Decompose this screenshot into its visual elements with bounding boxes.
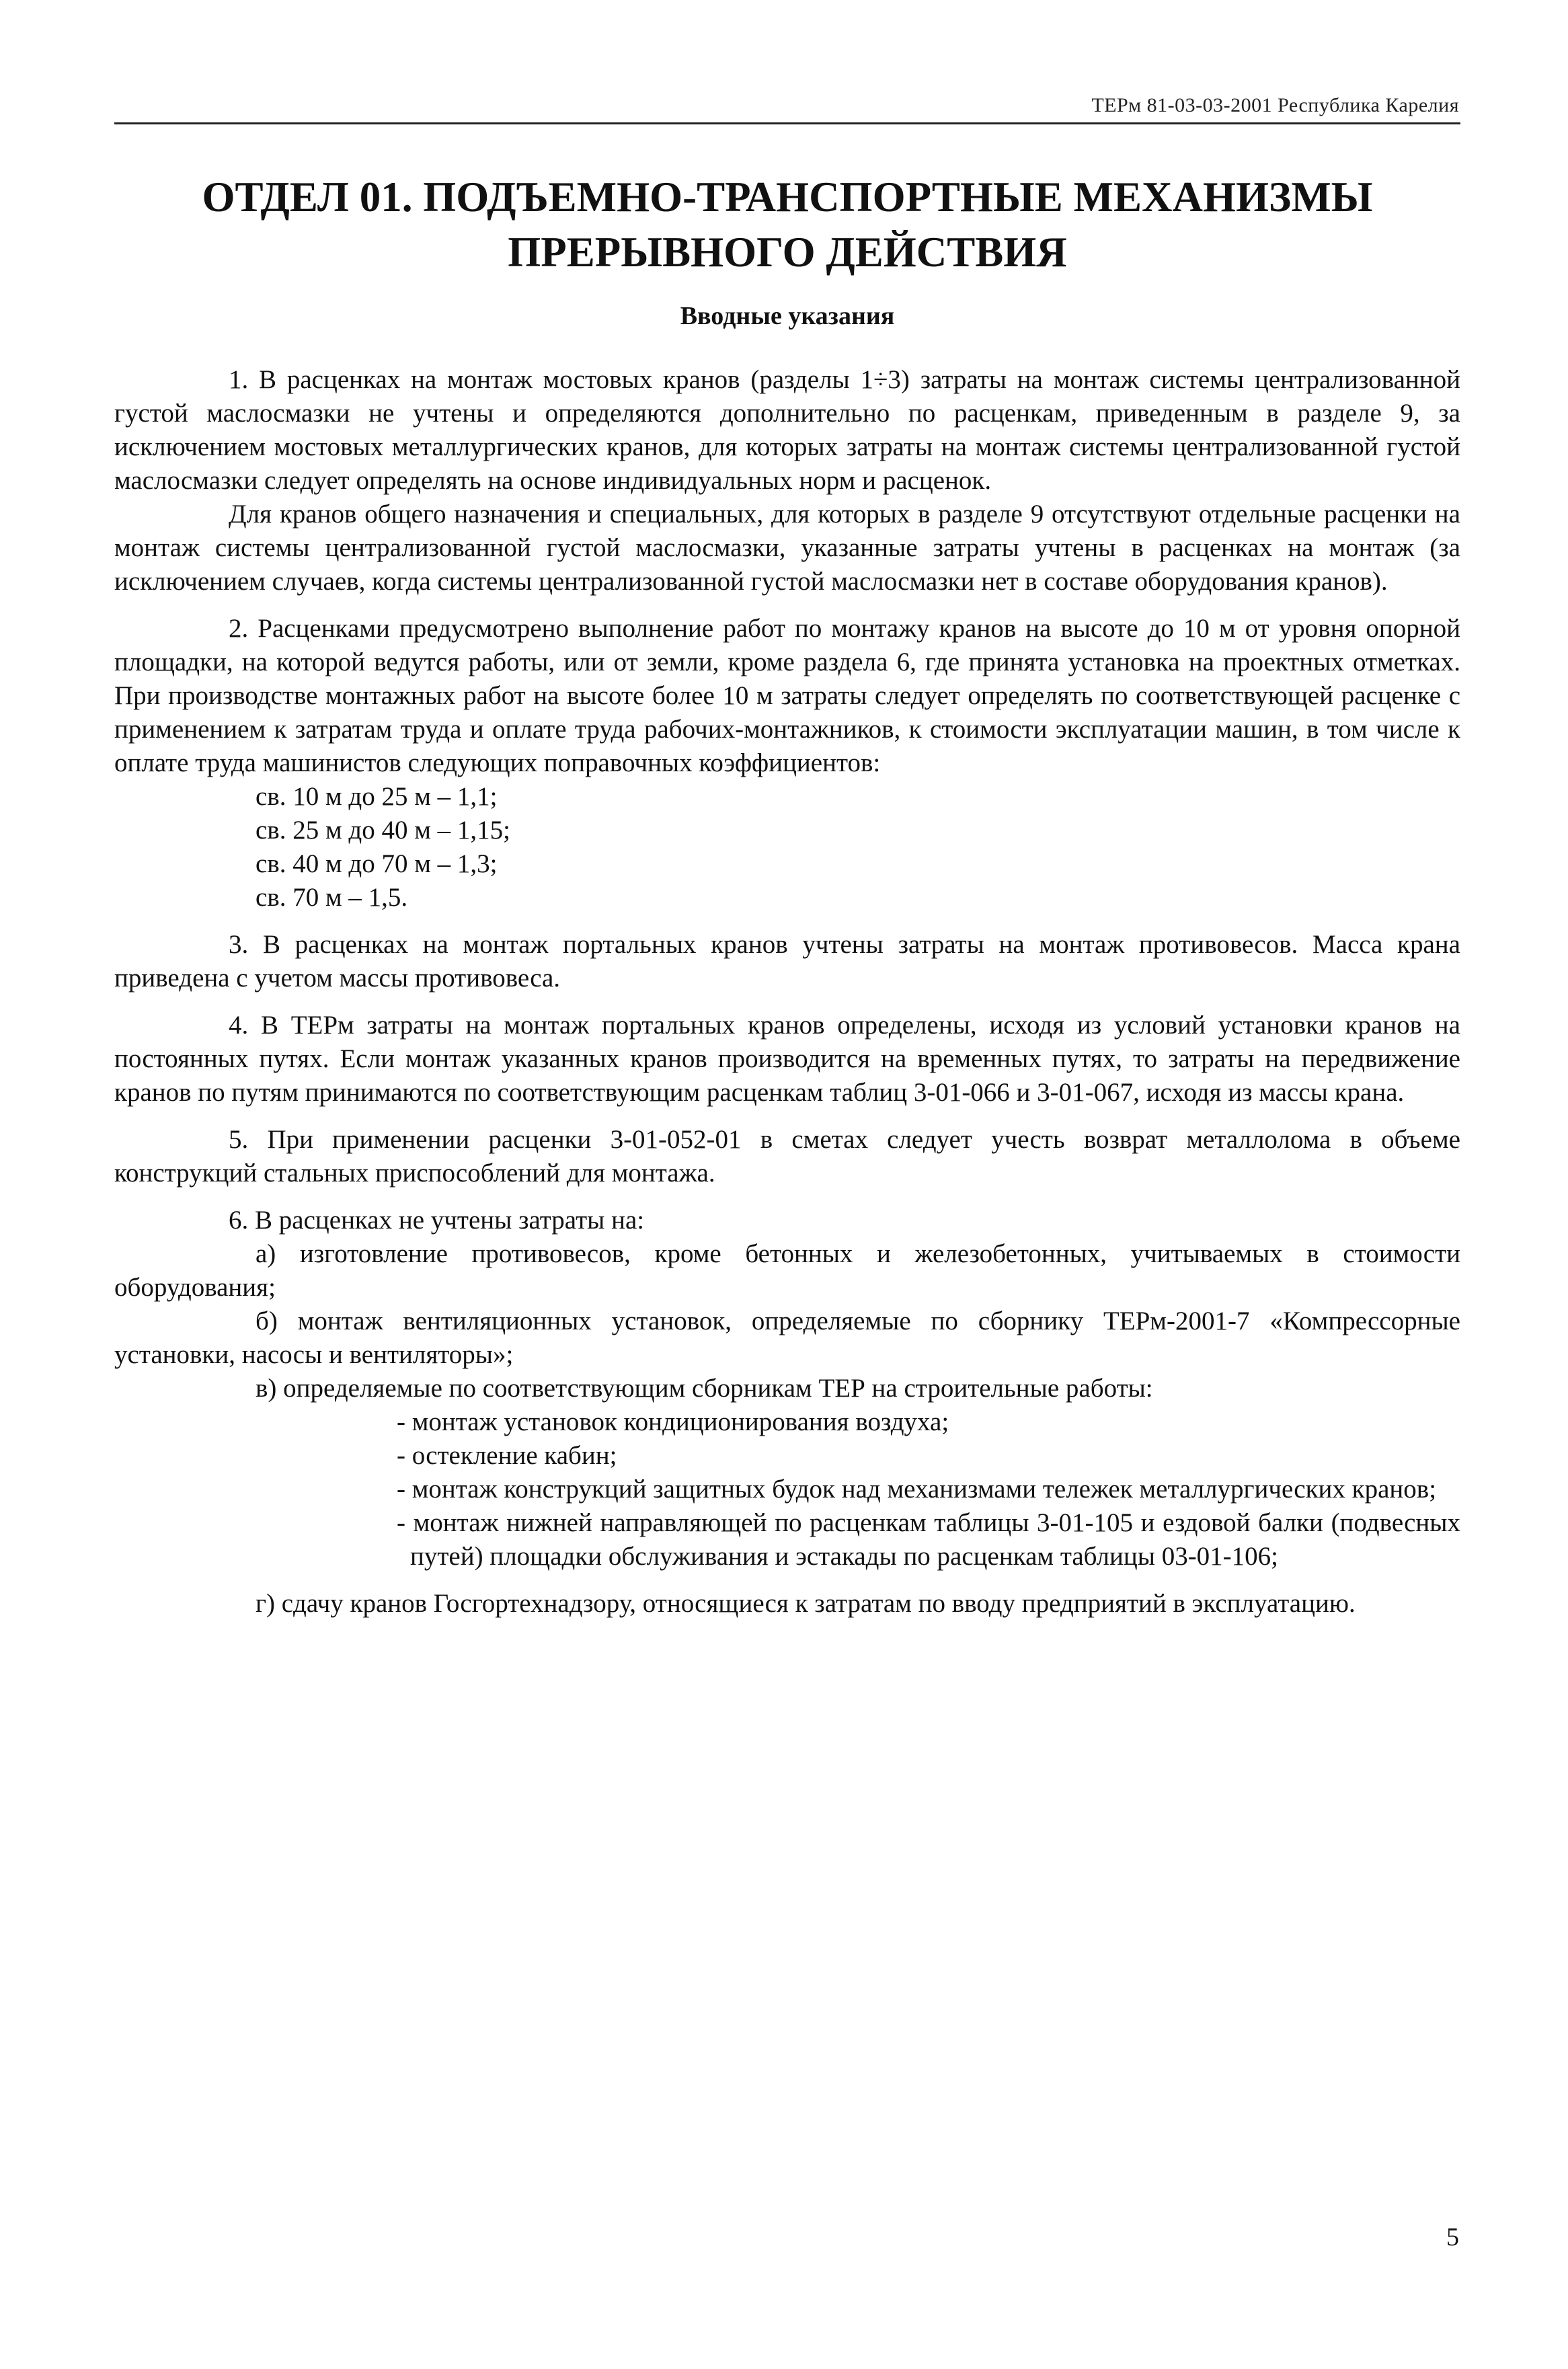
running-header: ТЕРм 81-03-03-2001 Республика Карелия — [1091, 94, 1459, 116]
paragraph-6a: а) изготовление противовесов, кроме бетонных и железобетонных, учитываемых в стоимости оборудования; — [114, 1239, 1460, 1302]
paragraph-6c: в) определяемые по соответствующим сборникам ТЕР на строительные работы: — [256, 1374, 1153, 1403]
paragraph-3: 3. В расценках на монтаж портальных кранов учтены затраты на монтаж противовесов. Масса крана приведена с учетом массы противовеса. — [114, 930, 1460, 993]
paragraph-1b: Для кранов общего назначения и специальных, для которых в разделе 9 отсутствуют отдельные расценки на монтаж системы централизованной густой маслосмазки, указанные затраты учтены в расценках на монтаж (за исключением случаев, когда системы централизованной густой маслосмазки нет в составе оборудования кранов). — [114, 500, 1460, 596]
paragraph-6c-item: - монтаж установок кондиционирования воздуха; — [397, 1407, 949, 1436]
page-number: 5 — [1446, 2223, 1459, 2251]
section-title-line-2: ПРЕРЫВНОГО ДЕЙСТВИЯ — [508, 229, 1067, 276]
paragraph-1: 1. В расценках на монтаж мостовых кранов (разделы 1÷3) затраты на монтаж системы централизованной густой маслосмазки не учтены и определяются дополнительно по расценкам, приведенным в разделе 9, за исключением мостовых металлургических кранов, для которых затраты на монтаж системы централизованной густой маслосмазки следует определять на основе индивидуальных норм и расценок. — [114, 365, 1460, 495]
header-rule — [114, 122, 1460, 124]
paragraph-6b: б) монтаж вентиляционных установок, определяемые по сборнику ТЕРм-2001-7 «Компрессорные установки, насосы и вентиляторы»; — [114, 1307, 1460, 1369]
paragraph-6d: г) сдачу кранов Госгортехнадзору, относящиеся к затратам по вводу предприятий в эксплуатацию. — [256, 1589, 1356, 1618]
coefficient-item: св. 40 м до 70 м – 1,3; — [256, 849, 498, 878]
coefficient-item: св. 10 м до 25 м – 1,1; — [256, 782, 498, 811]
section-title-line-1: ОТДЕЛ 01. ПОДЪЕМНО-ТРАНСПОРТНЫЕ МЕХАНИЗМЫ — [202, 173, 1373, 221]
introductory-notes-heading: Вводные указания — [680, 302, 895, 330]
coefficient-item: св. 70 м – 1,5. — [256, 883, 408, 912]
paragraph-6c-item: - монтаж конструкций защитных будок над механизмами тележек металлургических кранов; — [397, 1475, 1437, 1504]
paragraph-2: 2. Расценками предусмотрено выполнение работ по монтажу кранов на высоте до 10 м от уровня опорной площадки, на которой ведутся работы, или от земли, кроме раздела 6, где принята установка на проектных отметках. При производстве монтажных работ на высоте более 10 м затраты следует определять по соответствующей расценке с применением к затратам труда и оплате труда рабочих-монтажников, к стоимости эксплуатации машин, в том числе к оплате труда машинистов следующих поправочных коэффициентов: — [114, 614, 1460, 777]
paragraph-4: 4. В ТЕРм затраты на монтаж портальных кранов определены, исходя из условий установки кранов на постоянных путях. Если монтаж указанных кранов производится на временных путях, то затраты на передвижение кранов по путям принимаются по соответствующим расценкам таблиц 3-01-066 и 3-01-067, исходя из массы крана. — [114, 1011, 1460, 1107]
paragraph-6c-item: - монтаж нижней направляющей по расценкам таблицы 3-01-105 и ездовой балки (подвесных путей) площадки обслуживания и эстакады по расценкам таблицы 03-01-106; — [397, 1508, 1460, 1571]
coefficient-item: св. 25 м до 40 м – 1,15; — [256, 816, 511, 845]
paragraph-6c-item: - остекление кабин; — [397, 1441, 617, 1470]
paragraph-6: 6. В расценках не учтены затраты на: — [229, 1206, 645, 1235]
paragraph-5: 5. При применении расценки 3-01-052-01 в сметах следует учесть возврат металлолома в объеме конструкций стальных приспособлений для монтажа. — [114, 1125, 1460, 1188]
section-title — [114, 169, 1460, 280]
document-body — [114, 363, 1460, 1621]
